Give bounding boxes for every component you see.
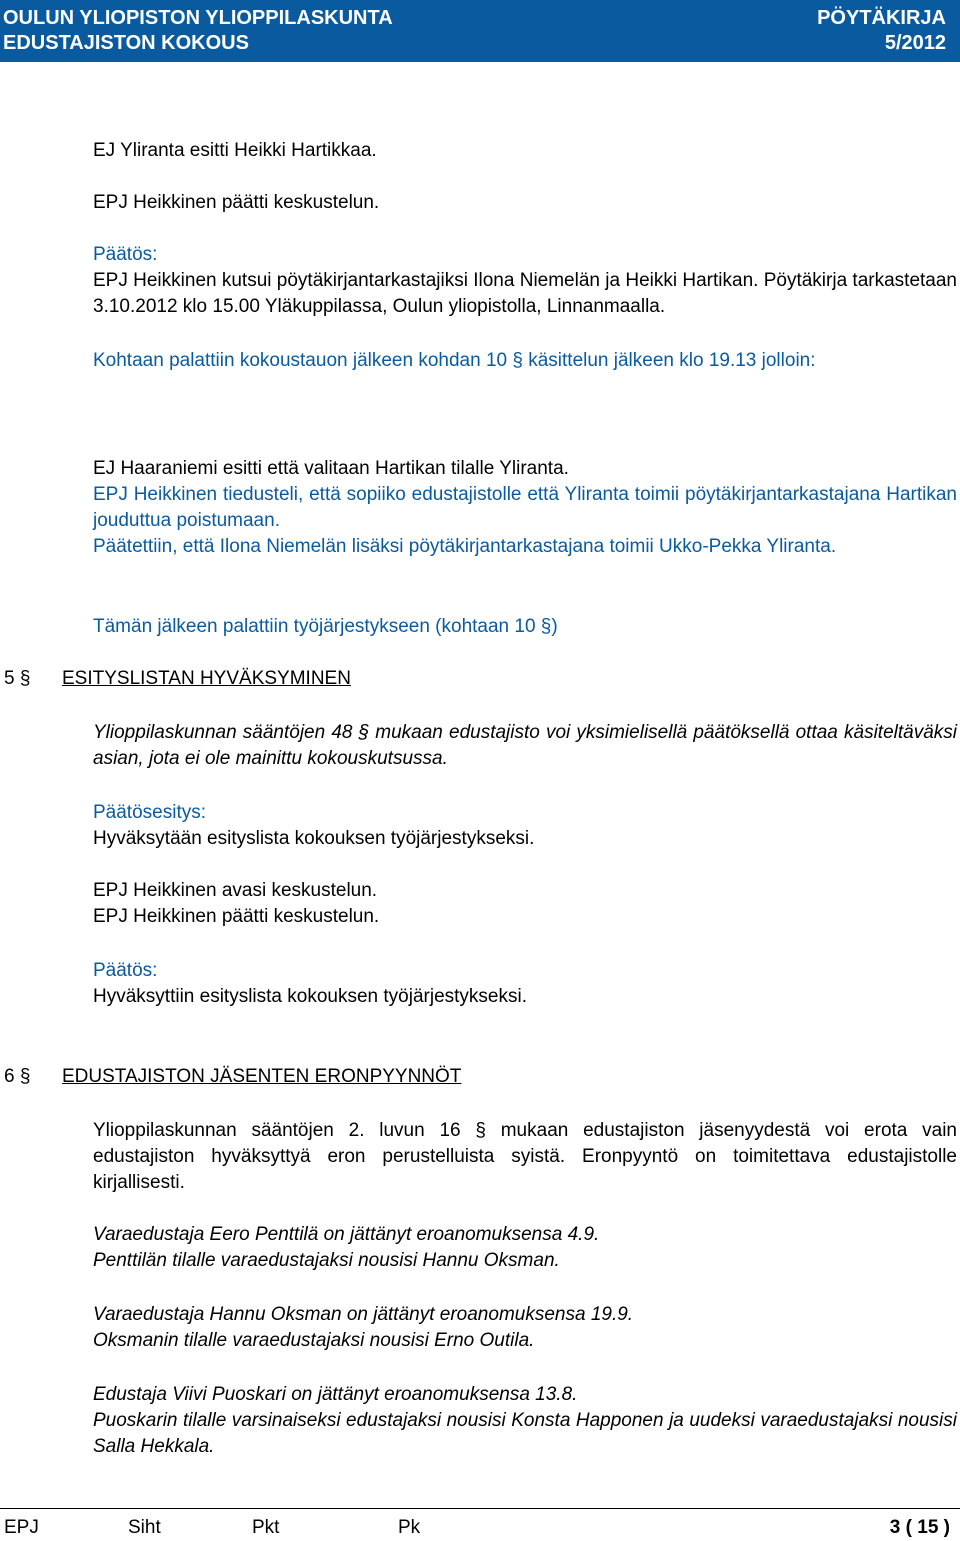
page-number: 3 ( 15 ) [889,1517,950,1538]
paragraph: EPJ Heikkinen tiedusteli, että sopiiko edustajistolle että Yliranta toimii pöytäkirjantarkastajana Hartikan jouduttua poistumaan. [93,484,957,531]
decision-label: Päätös: [93,244,158,265]
section-title: ESITYSLISTAN HYVÄKSYMINEN [62,668,351,689]
footer-siht: Siht [128,1517,161,1538]
meeting-name: EDUSTAJISTON KOKOUS [3,32,249,54]
paragraph: Päätettiin, että Ilona Niemelän lisäksi pöytäkirjantarkastajana toimii Ukko-Pekka Yliranta. [93,536,837,557]
paragraph: Edustaja Viivi Puoskari on jättänyt eroanomuksensa 13.8. [93,1384,578,1405]
paragraph: EPJ Heikkinen päätti keskustelun. [93,906,380,927]
paragraph: EPJ Heikkinen päätti keskustelun. [93,192,380,213]
org-name: OULUN YLIOPISTON YLIOPPILASKUNTA [3,7,393,29]
paragraph: Oksmanin tilalle varaedustajaksi nousisi Erno Outila. [93,1330,535,1351]
paragraph: Varaedustaja Hannu Oksman on jättänyt eroanomuksensa 19.9. [93,1304,634,1325]
page-footer [0,1508,960,1539]
footer-epj: EPJ [4,1517,39,1538]
decision-label: Päätös: [93,960,158,981]
doc-number: 5/2012 [884,32,946,54]
paragraph: EPJ Heikkinen avasi keskustelun. [93,880,378,901]
footer-pk: Pk [398,1517,421,1538]
section-heading-5 [4,666,351,692]
footer-pkt: Pkt [252,1517,280,1538]
paragraph: EJ Haaraniemi esitti että valitaan Hartikan tilalle Yliranta. [93,458,569,479]
paragraph: Puoskarin tilalle varsinaiseksi edustajaksi nousisi Konsta Happonen ja uudeksi varaedustajaksi nousisi Salla Hekkala. [93,1410,957,1457]
paragraph: Varaedustaja Eero Penttilä on jättänyt eroanomuksensa 4.9. [93,1224,600,1245]
proposal-label: Päätösesitys: [93,802,206,823]
section-number: 5 § [4,668,31,689]
doc-type: PÖYTÄKIRJA [817,7,946,29]
proposal-text: Hyväksytään esityslista kokouksen työjärjestykseksi. [93,828,535,849]
section-heading-6 [4,1064,461,1090]
paragraph: Penttilän tilalle varaedustajaksi nousisi Hannu Oksman. [93,1250,560,1271]
paragraph: EJ Yliranta esitti Heikki Hartikkaa. [93,140,377,161]
rule-text: Ylioppilaskunnan sääntöjen 2. luvun 16 § mukaan edustajiston jäsenyydestä voi erota vain edustajiston hyväksyttyä eron perustelluista syistä. Eronpyyntö on toimitettava edustajistolle kirjallisesti. [93,1120,957,1193]
section-title: EDUSTAJISTON JÄSENTEN ERONPYYNNÖT [62,1066,462,1087]
paragraph: EPJ Heikkinen kutsui pöytäkirjantarkastajiksi Ilona Niemelän ja Heikki Hartikan. Pöytäkirja tarkastetaan 3.10.2012 klo 15.00 Yläkuppilassa, Oulun yliopistolla, Linnanmaalla. [93,270,957,317]
section-number: 6 § [4,1066,31,1087]
paragraph: Tämän jälkeen palattiin työjärjestykseen (kohtaan 10 §) [93,616,558,637]
decision-text: Hyväksyttiin esityslista kokouksen työjärjestykseksi. [93,986,527,1007]
paragraph: Kohtaan palattiin kokoustauon jälkeen kohdan 10 § käsittelun jälkeen klo 19.13 jolloin: [93,350,816,371]
rule-text: Ylioppilaskunnan sääntöjen 48 § mukaan edustajisto voi yksimielisellä päätöksellä ottaa käsiteltäväksi asian, jota ei ole mainittu kokouskutsussa. [93,722,957,769]
